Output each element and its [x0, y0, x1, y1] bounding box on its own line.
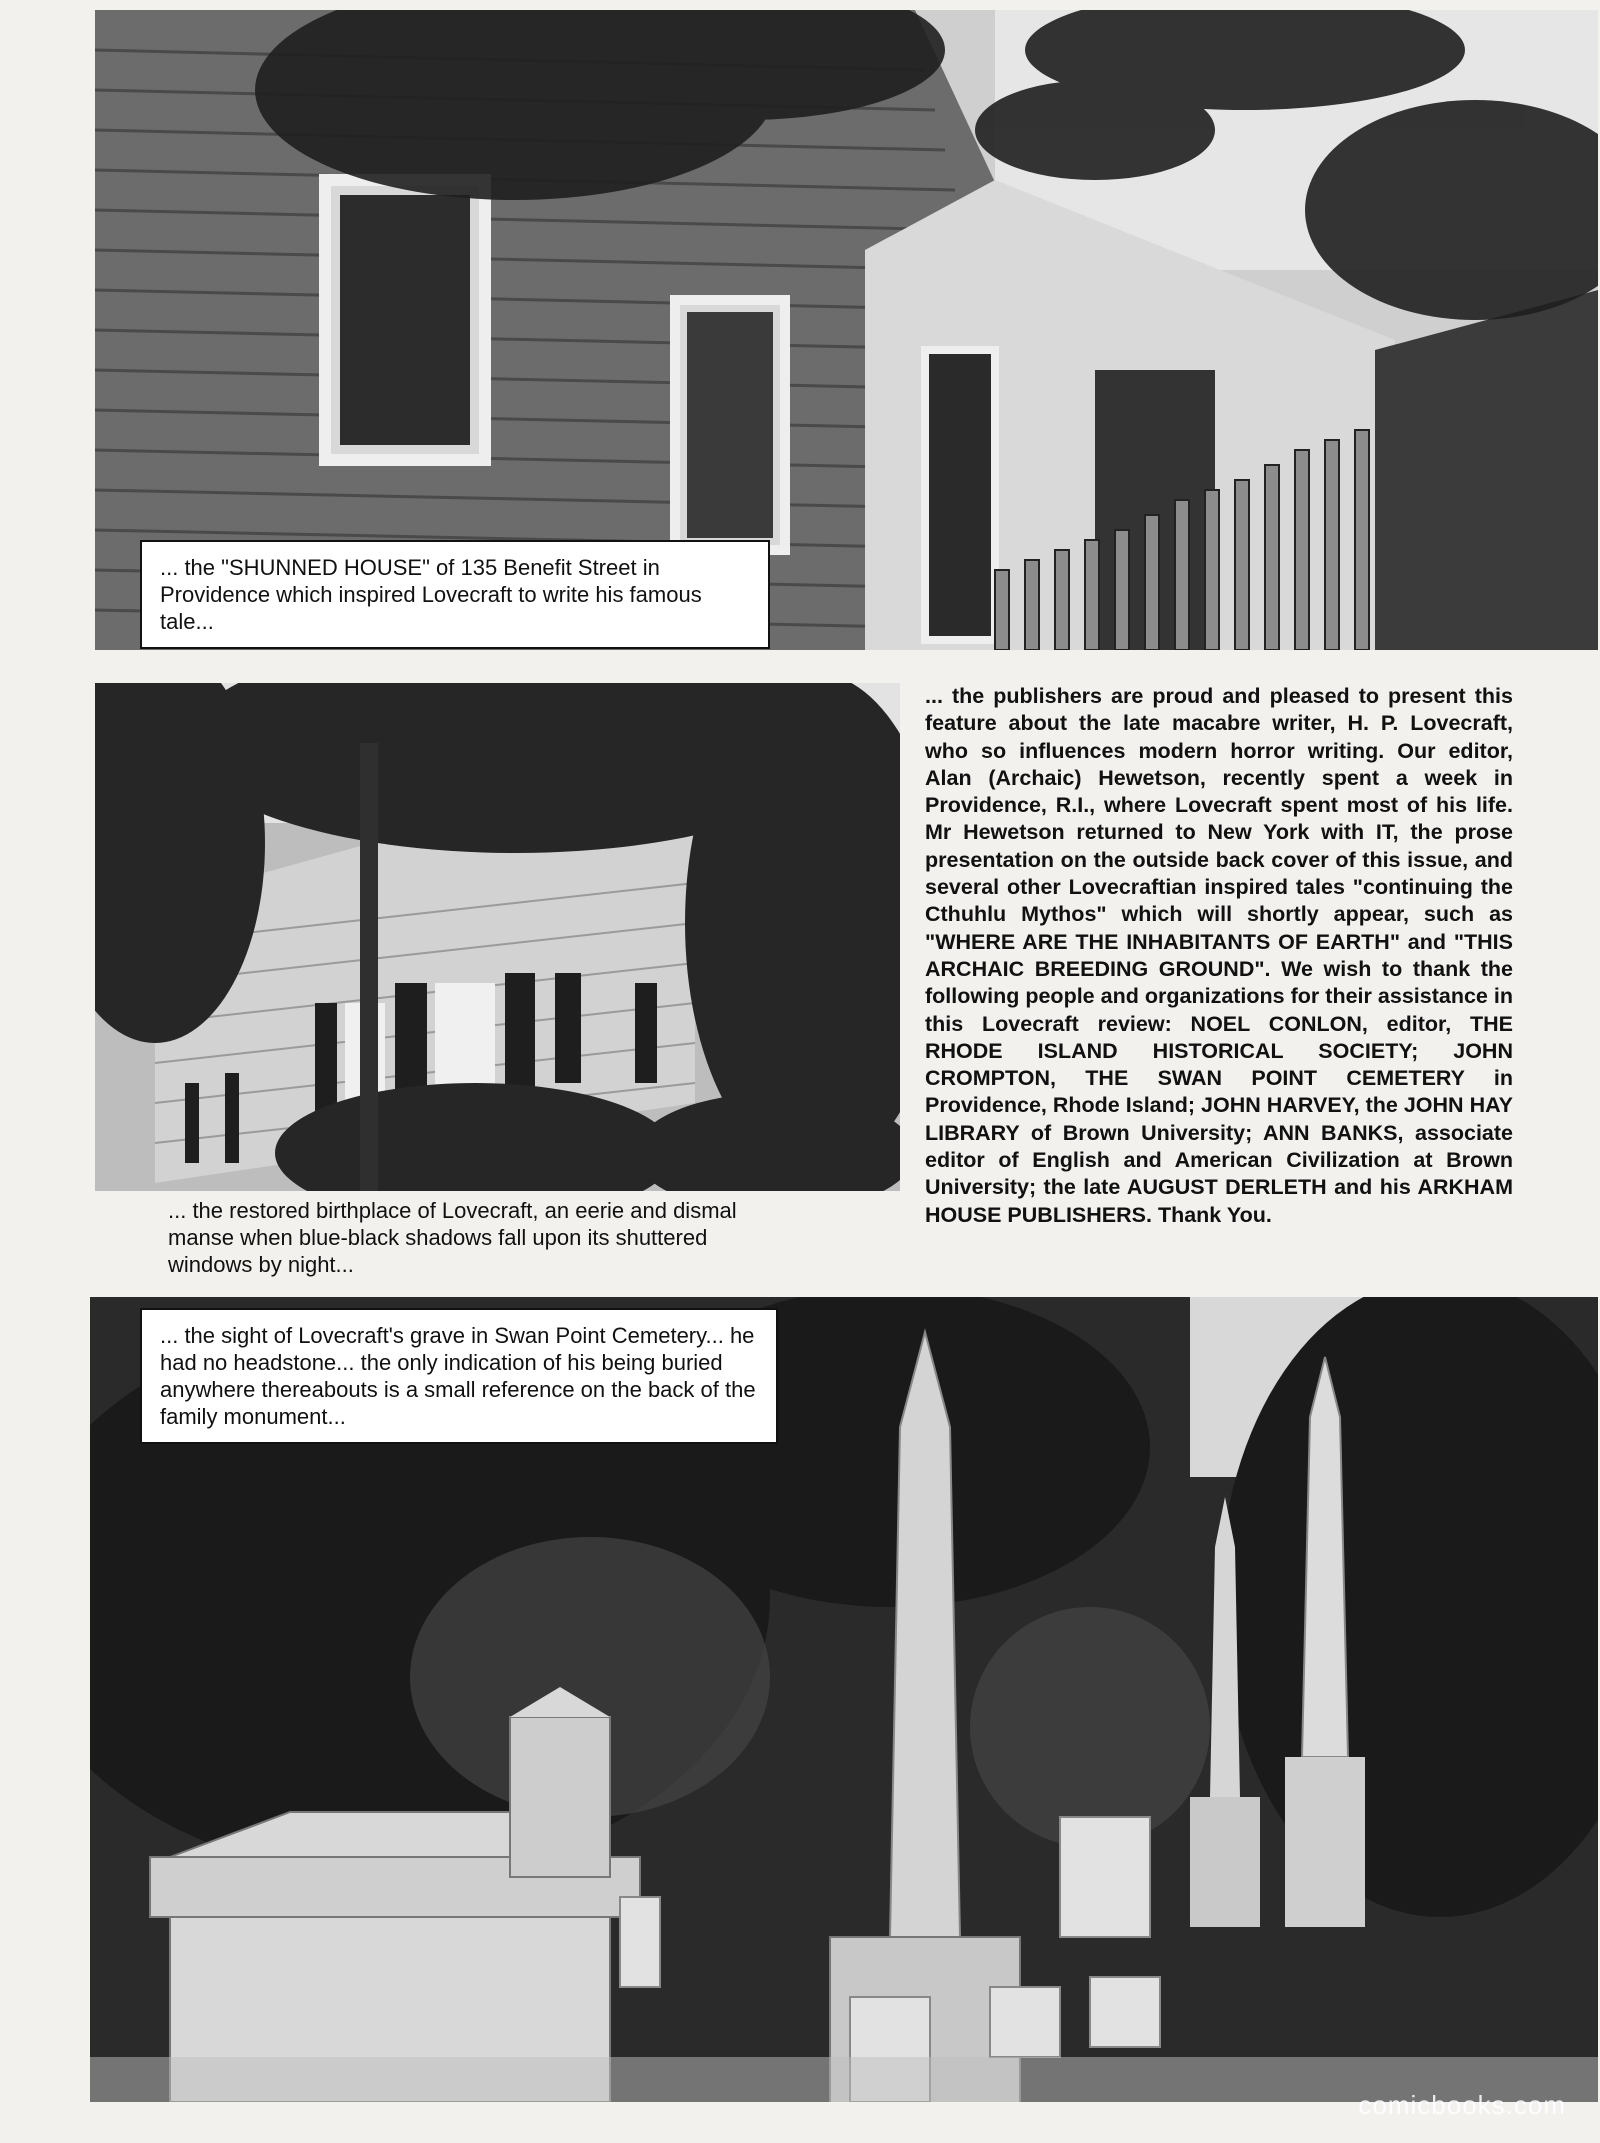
watermark: comicbooks.com — [1358, 2090, 1566, 2120]
shunned-house-caption-text: ... the "SHUNNED HOUSE" of 135 Benefit Street in Providence which inspired Lovecraft to write his famous tale... — [160, 555, 702, 634]
grave-caption — [140, 1308, 778, 1444]
birthplace-caption-text: ... the restored birthplace of Lovecraft, an eerie and dismal manse when blue-black shadows fall upon its shuttered windows by night... — [168, 1198, 737, 1277]
article-body: ... the publishers are proud and pleased to present this feature about the late macabre writer, H. P. Lovecraft, who so influences modern horror writing. Our editor, Alan (Archaic) Hewetson, recently spent a week in Providence, R.I., where Lovecraft spent most of his life. Mr Hewetson returned to New York with IT, the prose presentation on the outside back cover of this issue, and several other Lovecraftian inspired tales "continuing the Cthuhlu Mythos" which will shortly appear, such as "WHERE ARE THE INHABITANTS OF EARTH" and "THIS ARCHAIC BREEDING GROUND". We wish to thank the following people and organizations for their assistance in this Lovecraft review: NOEL CONLON, editor, THE RHODE ISLAND HISTORICAL SOCIETY; JOHN CROMPTON, THE SWAN POINT CEMETERY in Providence, Rhode Island; JOHN HARVEY, the JOHN HAY LIBRARY of Brown University; ANN BANKS, associate editor of English and American Civilization at Brown University; the late AUGUST DERLETH and his ARKHAM HOUSE PUBLISHERS. Thank You. — [925, 684, 1513, 1227]
grave-caption-text: ... the sight of Lovecraft's grave in Swan Point Cemetery... he had no headstone... the only indication of his being buried anywhere thereabouts is a small reference on the back of the family monument... — [160, 1323, 756, 1429]
cemetery-photo — [90, 1297, 1598, 2102]
article-text — [925, 683, 1513, 1229]
birthplace-caption — [168, 1197, 758, 1278]
birthplace-photo — [95, 683, 900, 1191]
shunned-house-photo — [95, 10, 1598, 650]
shunned-house-caption — [140, 540, 770, 649]
birthplace-illustration — [95, 683, 900, 1191]
